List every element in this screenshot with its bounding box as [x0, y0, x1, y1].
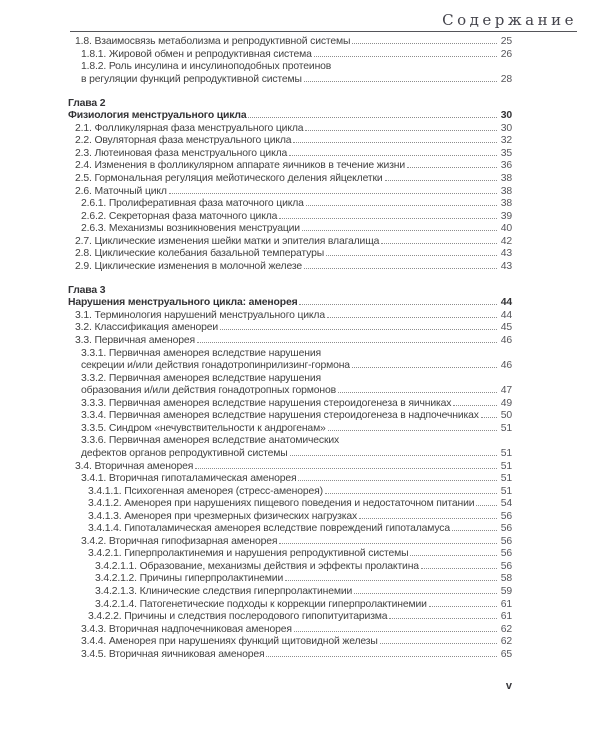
entry-text: 3.4.2.1.3. Клинические следствия гиперпролактинемии — [95, 585, 353, 597]
toc-entry — [68, 398, 512, 411]
entry-page: 30 — [500, 122, 512, 134]
entry-page: 56 — [500, 548, 512, 560]
entry-page: 56 — [500, 535, 512, 547]
entry-text: в регуляции функций репродуктивной системы — [81, 73, 302, 85]
entry-page: 25 — [500, 36, 512, 47]
entry-text: 2.9. Циклические изменения в молочной железе — [75, 260, 302, 272]
dot-leader — [429, 606, 497, 607]
entry-text: 3.3.3. Первичная аменорея вследствие нарушения стероидогенеза в яичниках — [81, 397, 452, 409]
entry-text: Глава 2 — [68, 97, 106, 109]
toc-entry — [68, 135, 512, 148]
entry-text: Глава 3 — [68, 284, 106, 296]
dot-leader — [298, 480, 497, 481]
entry-page: 38 — [500, 172, 512, 184]
entry-page: 56 — [500, 523, 512, 535]
entry-text: 3.4.2.1.1. Образование, механизмы действия и эффекты пролактина — [95, 560, 419, 572]
entry-page: 36 — [500, 160, 512, 172]
entry-page: 44 — [500, 297, 512, 309]
entry-text: 3.4.1.2. Аменорея при нарушениях пищевого поведения и недостаточном питании — [88, 498, 475, 510]
entry-text: 3.4.2. Вторичная гипофизарная аменорея — [81, 535, 278, 547]
dot-leader — [304, 268, 497, 269]
toc-entry — [68, 461, 512, 474]
toc-entry — [68, 285, 512, 298]
entry-text: 3.2. Классификация аменореи — [75, 322, 219, 334]
entry-page: 38 — [500, 198, 512, 210]
toc-entry — [68, 261, 512, 274]
dot-leader — [306, 205, 497, 206]
entry-text: дефектов органов репродуктивной системы — [81, 447, 288, 459]
entry-text: секреции и/или действия гонадотропинрилизинг-гормона — [81, 360, 350, 372]
toc-entry — [68, 173, 512, 186]
dot-leader — [407, 167, 497, 168]
toc-entry — [68, 74, 512, 87]
toc-entry — [68, 523, 512, 536]
dot-leader — [197, 342, 497, 343]
dot-leader — [421, 568, 497, 569]
toc-entry — [68, 110, 512, 123]
dot-leader — [169, 193, 497, 194]
entry-page: 50 — [500, 410, 512, 422]
dot-leader — [248, 117, 497, 118]
toc-entry — [68, 123, 512, 136]
dot-leader — [338, 392, 497, 393]
dot-leader — [279, 543, 497, 544]
dot-leader — [220, 329, 497, 330]
toc-entry — [68, 586, 512, 599]
dot-leader — [476, 505, 497, 506]
dot-leader — [389, 618, 497, 619]
toc-entry — [68, 423, 512, 436]
toc-entry — [68, 223, 512, 236]
entry-text: 2.6.1. Пролиферативная фаза маточного цикла — [81, 198, 304, 210]
entry-page: 42 — [500, 235, 512, 247]
entry-text: 2.1. Фолликулярная фаза менструального цикла — [75, 122, 304, 134]
toc-entry — [68, 297, 512, 310]
entry-text: 3.3.4. Первичная аменорея вследствие нарушения стероидогенеза в надпочечниках — [81, 410, 479, 422]
entry-text: 2.8. Циклические колебания базальной температуры — [75, 248, 325, 260]
entry-text: 3.3.1. Первичная аменорея вследствие нарушения — [81, 347, 321, 359]
dot-leader — [293, 142, 497, 143]
toc-entry — [68, 486, 512, 499]
toc-entry — [68, 548, 512, 561]
entry-text: 2.3. Лютеиновая фаза менструального цикла — [75, 147, 288, 159]
entry-text: 3.1. Терминология нарушений менструального цикла — [75, 309, 325, 321]
dot-leader — [305, 130, 497, 131]
entry-text: 3.4.2.1. Гиперпролактинемия и нарушения репродуктивной системы — [88, 548, 409, 560]
entry-text: 2.6. Маточный цикл — [75, 185, 167, 197]
dot-leader — [385, 180, 497, 181]
entry-text: 3.4.2.1.4. Патогенетические подходы к коррекции гиперпролактинемии — [95, 598, 427, 610]
page-number: v — [505, 680, 512, 692]
entry-page: 58 — [500, 573, 512, 585]
dot-leader — [304, 81, 497, 82]
entry-page: 46 — [500, 360, 512, 372]
dot-leader — [299, 304, 497, 305]
dot-leader — [352, 43, 497, 44]
dot-leader — [279, 218, 497, 219]
entry-page: 47 — [500, 385, 512, 397]
entry-page: 51 — [500, 485, 512, 497]
dot-leader — [359, 518, 497, 519]
toc-entry — [68, 410, 512, 423]
entry-page: 51 — [500, 473, 512, 485]
dot-leader — [302, 230, 497, 231]
toc-entry — [68, 498, 512, 511]
toc-entry — [68, 236, 512, 249]
toc-entry — [68, 435, 512, 448]
entry-text: 3.4.1.4. Гипоталамическая аменорея вследствие повреждений гипоталамуса — [88, 523, 450, 535]
entry-text: 2.6.2. Секреторная фаза маточного цикла — [81, 210, 278, 222]
entry-page: 30 — [500, 110, 512, 122]
page-title: Содержание — [442, 11, 577, 29]
toc-entry — [68, 160, 512, 173]
entry-page: 59 — [500, 585, 512, 597]
entry-text: 2.4. Изменения в фолликулярном аппарате яичников в течение жизни — [75, 160, 406, 172]
entry-page: 44 — [500, 309, 512, 321]
entry-text: 3.4.2.1.2. Причины гиперпролактинемии — [95, 573, 284, 585]
entry-page: 39 — [500, 210, 512, 222]
entry-page: 61 — [500, 611, 512, 623]
dot-leader — [481, 417, 497, 418]
entry-text: 1.8.2. Роль инсулина и инсулиноподобных протеинов — [81, 61, 332, 73]
dot-leader — [285, 580, 497, 581]
entry-text: Нарушения менструального цикла: аменорея — [68, 297, 298, 309]
entry-text: 1.8. Взаимосвязь метаболизма и репродуктивной системы — [75, 36, 351, 47]
toc-entry — [68, 536, 512, 549]
toc-entry — [68, 573, 512, 586]
entry-text: 2.7. Циклические изменения шейки матки и эпителия влагалища — [75, 235, 380, 247]
entry-text: 3.4.3. Вторичная надпочечниковая аменорея — [81, 623, 292, 635]
toc-entry — [68, 36, 512, 49]
entry-text: 1.8.1. Жировой обмен и репродуктивная система — [81, 48, 312, 60]
dot-leader — [294, 631, 497, 632]
entry-text: образования и/или действия гонадотропных гормонов — [81, 385, 336, 397]
dot-leader — [289, 155, 497, 156]
entry-text: 3.4.1.1. Психогенная аменорея (стресс-аменорея) — [88, 485, 323, 497]
dot-leader — [352, 367, 497, 368]
dot-leader — [314, 56, 497, 57]
toc-entry — [68, 385, 512, 398]
dot-leader — [453, 405, 497, 406]
toc-entry — [68, 61, 512, 74]
entry-text: 2.6.3. Механизмы возникновения менструации — [81, 223, 300, 235]
entry-text: 3.4.5. Вторичная яичниковая аменорея — [81, 648, 265, 660]
entry-page: 56 — [500, 560, 512, 572]
toc-entry — [68, 348, 512, 361]
entry-page: 40 — [500, 223, 512, 235]
toc-entry — [68, 611, 512, 624]
entry-text: 3.3.6. Первичная аменорея вследствие анатомических — [81, 435, 340, 447]
toc-entry — [68, 624, 512, 637]
toc-entry — [68, 360, 512, 373]
entry-text: 3.3.2. Первичная аменорея вследствие нарушения — [81, 372, 321, 384]
toc-entry — [68, 448, 512, 461]
entry-page: 56 — [500, 510, 512, 522]
dot-leader — [327, 317, 497, 318]
entry-text: 3.4.2.2. Причины и следствия послеродового гипопитуитаризма — [88, 611, 388, 623]
entry-text: Физиология менструального цикла — [68, 110, 247, 122]
entry-page: 49 — [500, 397, 512, 409]
entry-text: 3.4.1. Вторичная гипоталамическая аменорея — [81, 473, 297, 485]
entry-text: 3.4.4. Аменорея при нарушениях функций щитовидной железы — [81, 636, 378, 648]
dot-leader — [452, 530, 497, 531]
entry-text: 3.3. Первичная аменорея — [75, 335, 195, 347]
entry-page: 43 — [500, 248, 512, 260]
toc-entry — [68, 211, 512, 224]
entry-page: 38 — [500, 185, 512, 197]
toc-entry — [68, 186, 512, 199]
entry-page: 62 — [500, 636, 512, 648]
toc-entry — [68, 49, 512, 62]
dot-leader — [380, 643, 497, 644]
header-rule — [70, 31, 577, 32]
dot-leader — [328, 430, 497, 431]
entry-page: 32 — [500, 135, 512, 147]
entry-text: 2.5. Гормональная регуляция мейотического деления яйцеклетки — [75, 172, 383, 184]
entry-page: 51 — [500, 447, 512, 459]
entry-text: 2.2. Овуляторная фаза менструального цикла — [75, 135, 292, 147]
toc-entry — [68, 98, 512, 111]
toc-entry — [68, 561, 512, 574]
toc-entry — [68, 649, 512, 662]
dot-leader — [195, 468, 497, 469]
entry-page: 51 — [500, 460, 512, 472]
entry-text: 3.4.1.3. Аменорея при чрезмерных физических нагрузках — [88, 510, 358, 522]
entry-page: 65 — [500, 648, 512, 660]
toc-entry — [68, 473, 512, 486]
entry-page: 46 — [500, 335, 512, 347]
entry-page: 43 — [500, 260, 512, 272]
toc-entry — [68, 148, 512, 161]
entry-page: 51 — [500, 422, 512, 434]
entry-page: 35 — [500, 147, 512, 159]
entry-page: 45 — [500, 322, 512, 334]
dot-leader — [354, 593, 497, 594]
dot-leader — [381, 243, 497, 244]
toc-entry — [68, 322, 512, 335]
toc-list — [68, 36, 512, 661]
toc-entry — [68, 599, 512, 612]
toc-entry — [68, 511, 512, 524]
dot-leader — [410, 555, 497, 556]
toc-entry — [68, 373, 512, 386]
dot-leader — [266, 656, 497, 657]
toc-entry — [68, 198, 512, 211]
toc-entry — [68, 248, 512, 261]
entry-text: 3.4. Вторичная аменорея — [75, 460, 194, 472]
entry-text: 3.3.5. Синдром «нечувствительности к андрогенам» — [81, 422, 326, 434]
toc-entry — [68, 636, 512, 649]
dot-leader — [326, 255, 497, 256]
entry-page: 26 — [500, 48, 512, 60]
dot-leader — [325, 493, 497, 494]
entry-page: 54 — [500, 498, 512, 510]
toc-entry — [68, 310, 512, 323]
entry-page: 62 — [500, 623, 512, 635]
entry-page: 28 — [500, 73, 512, 85]
dot-leader — [290, 455, 497, 456]
toc-entry — [68, 335, 512, 348]
entry-page: 61 — [500, 598, 512, 610]
